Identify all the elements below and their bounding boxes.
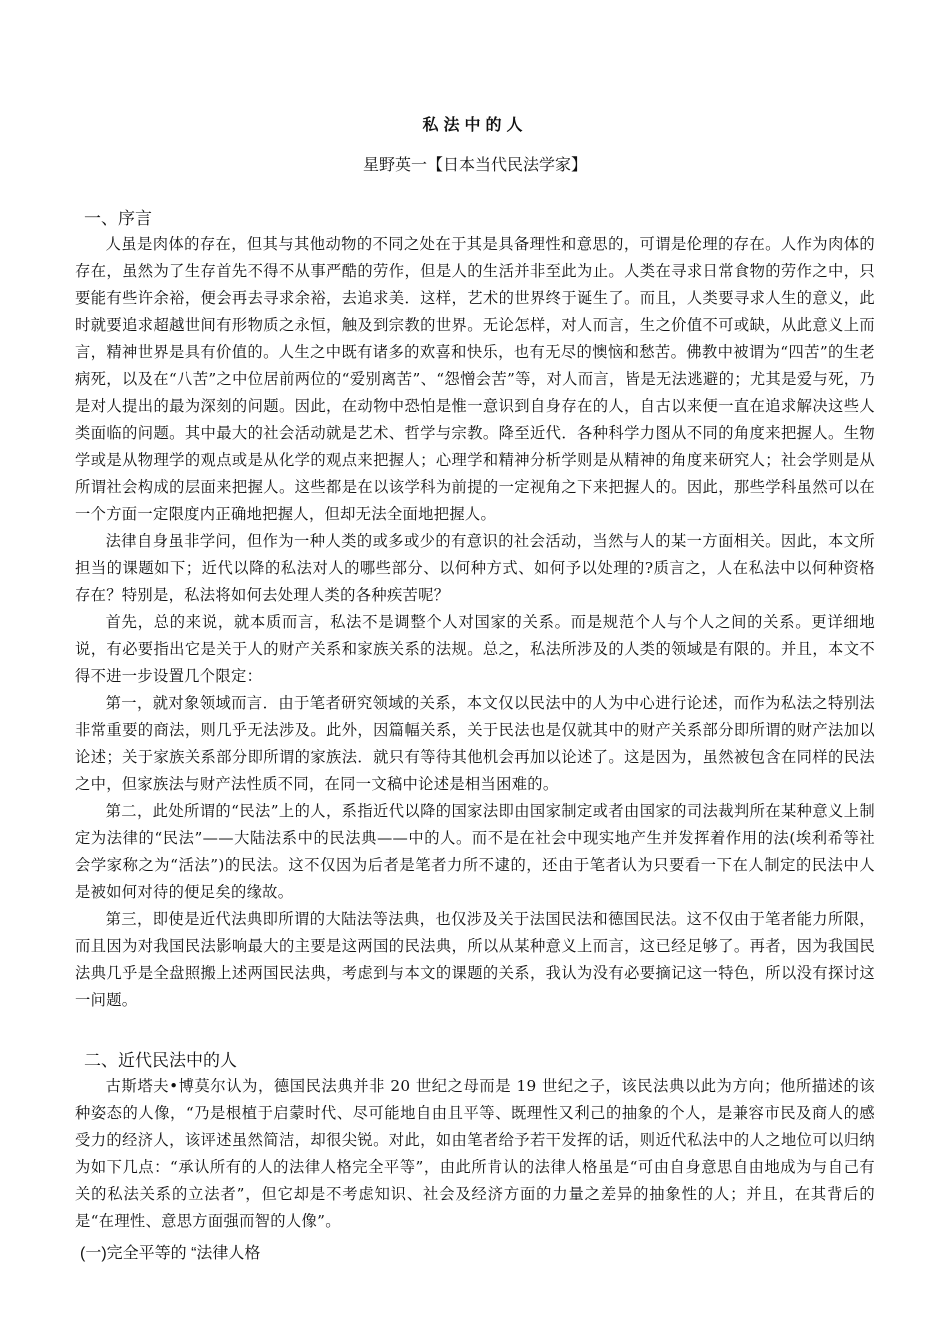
document-author: 星野英一【日本当代民法学家】: [362, 155, 587, 174]
paragraph: 古斯塔夫•博莫尔认为，德国民法典并非 20 世纪之母而是 19 世纪之子，该民法典以此为方向；他所描述的该种姿态的人像，“乃是根植于启蒙时代、尽可能地自由且平等、既理性又利己的抽象的个人，是兼容市民及商人的感受力的经济人，该评述虽然简洁，却很尖锐。对此，如由笔者给予若干发挥的话，则近代私法中的人之地位可以归纳为如下几点：“承认所有的人的法律人格完全平等”，由此所肯认的法律人格虽是“可由自身意思自由地成为与自己有关的私法关系的立法者”，但它却是不考虑知识、社会及经济方面的力量之差异的抽象性的人；并且，在其背后的是“在理性、意思方面强而智的人像”。: [75, 1077, 875, 1230]
paragraph: 第二，此处所谓的“民法”上的人，系指近代以降的国家法即由国家制定或者由国家的司法裁判所在某种意义上制定为法律的“民法”——大陆法系中的民法典——中的人。而不是在社会中现实地产生并发挥着作用的法(埃利希等社会学家称之为“活法”)的民法。这不仅因为后者是笔者力所不逮的，还由于笔者认为只要看一下在人制定的民法中人是被如何对待的便足矣的缘故。: [75, 802, 875, 901]
section-heading-preface: 一、序言: [84, 209, 152, 229]
section-heading-modern-civil-law: 二、近代民法中的人: [84, 1051, 237, 1071]
paragraph: 人虽是肉体的存在，但其与其他动物的不同之处在于其是具备理性和意思的，可谓是伦理的存在。人作为肉体的存在，虽然为了生存首先不得不从事严酷的劳作，但是人的生活并非至此为止。人类在寻求日常食物的劳作之中，只要能有些许余裕，便会再去寻求余裕，去追求美．这样，艺术的世界终于诞生了。而且，人类要寻求人生的意义，此时就要追求超越世间有形物质之永恒，触及到宗教的世界。无论怎样，对人而言，生之价值不可或缺，从此意义上而言，精神世界是具有价值的。人生之中既有诸多的欢喜和快乐，也有无尽的懊恼和愁苦。佛教中被谓为“四苦”的生老病死，以及在“八苦”之中位居前两位的“爱别离苦”、“怨憎会苦”等，对人而言，皆是无法逃避的；尤其是爱与死，乃是对人提出的最为深刻的问题。因此，在动物中恐怕是惟一意识到自身存在的人，自古以来便一直在追求解决这些人类面临的问题。其中最大的社会活动就是艺术、哲学与宗教。降至近代．各种科学力图从不同的角度来把握人。生物学或是从物理学的观点或是从化学的观点来把握人；心理学和精神分析学则是从精神的角度来研究人；社会学则是从所谓社会构成的层面来把握人。这些都是在以该学科为前提的一定视角之下来把握人的。因此，那些学科虽然可以在一个方面一定限度内正确地把握人，但却无法全面地把握人。: [75, 235, 875, 523]
section-body-modern-civil-law: [75, 1073, 875, 1235]
document-title: 私法中的人: [422, 115, 528, 134]
paragraph: 法律自身虽非学问，但作为一种人类的或多或少的有意识的社会活动，当然与人的某一方面相关。因此，本文所担当的课题如下；近代以降的私法对人的哪些部分、以何种方式、如何予以处理的?质言之，人在私法中以何种资格存在？特别是，私法将如何去处理人类的各种疾苦呢？: [75, 532, 875, 604]
subsection-heading: (一)完全平等的 “法律人格: [80, 1245, 261, 1262]
paragraph: 第三，即使是近代法典即所谓的大陆法等法典，也仅涉及关于法国民法和德国民法。这不仅由于笔者能力所限，而且因为对我国民法影响最大的主要是这两国的民法典，所以从某种意义上而言，这已经足够了。再者，因为我国民法典几乎是全盘照搬上述两国民法典，考虑到与本文的课题的关系，我认为没有必要摘记这一特色，所以没有探讨这一问题。: [75, 910, 875, 1009]
paragraph: 首先，总的来说，就本质而言，私法不是调整个人对国家的关系。而是规范个人与个人之间的关系。更详细地说，有必要指出它是关于人的财产关系和家族关系的法规。总之，私法所涉及的人类的领域是有限的。并且，本文不得不进一步设置几个限定：: [75, 613, 875, 685]
paragraph: 第一，就对象领域而言．由于笔者研究领域的关系，本文仅以民法中的人为中心进行论述，而作为私法之特别法非常重要的商法，则几乎无法涉及。此外，因篇幅关系，关于民法也是仅就其中的财产关系部分即所谓的财产法加以论述；关于家族关系部分即所谓的家族法．就只有等待其他机会再加以论述了。这是因为，虽然被包含在同样的民法之中，但家族法与财产法性质不同，在同一文稿中论述是相当困难的。: [75, 694, 875, 793]
section-body-preface: [75, 231, 875, 1014]
